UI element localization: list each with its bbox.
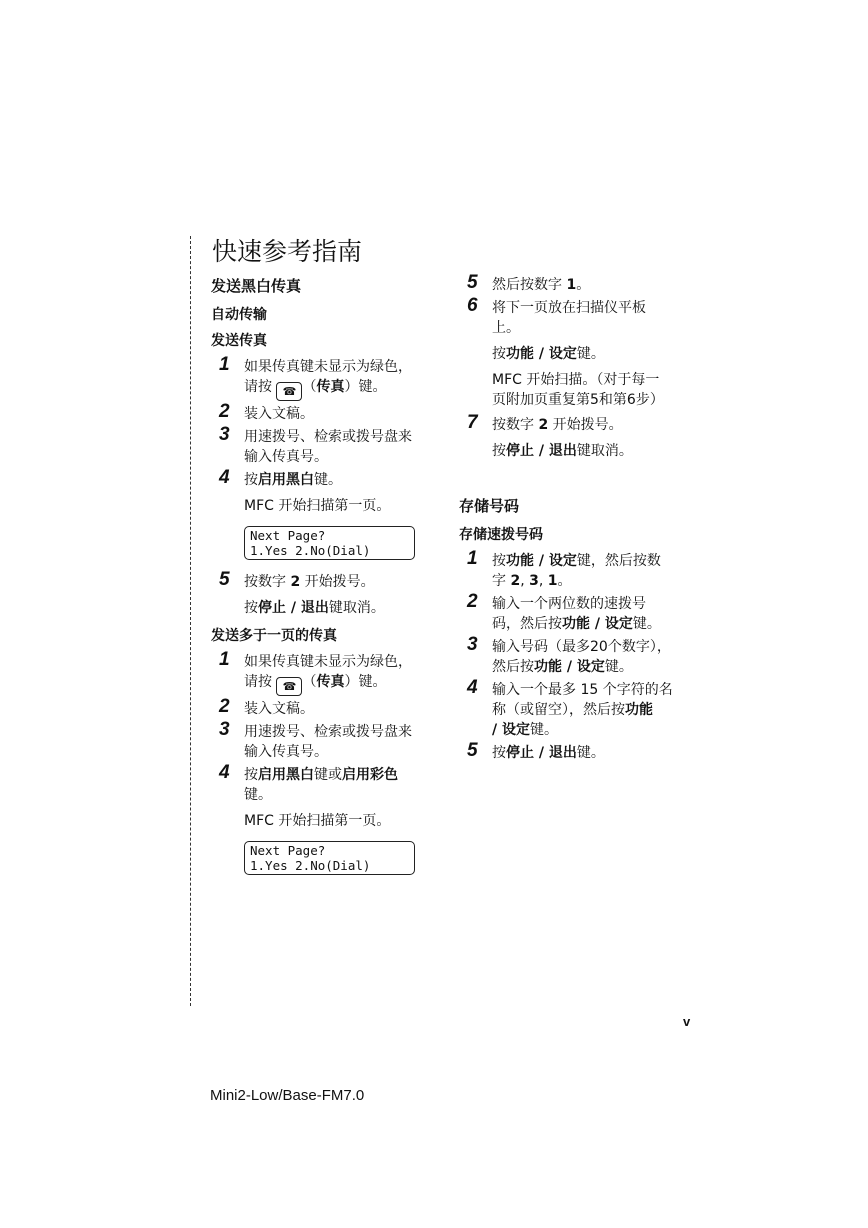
note-scan-first-b: MFC 开始扫描第一页。 [244, 813, 391, 829]
step-s4: 4 输入一个最多 15 个字符的名 称（或留空），然后按功能 / 设定键。 [467, 677, 673, 738]
step-a5: 5 按数字 2 开始拨号。 [219, 569, 375, 590]
subheading-speed-dial: 存储速拨号码 [459, 527, 543, 543]
step-b4: 4 按启用黑白键或启用彩色 键。 [219, 762, 398, 803]
step-s3: 3 输入号码（最多20个数字）， 然后按功能 / 设定键。 [467, 634, 671, 675]
step-s1: 1 按功能 / 设定键，然后按数 字 2, 3, 1。 [467, 548, 661, 589]
note-cancel-r: 按停止 / 退出键取消。 [492, 443, 633, 459]
left-column [211, 276, 449, 887]
fax-button-icon: ☎ [276, 677, 302, 696]
note-press-menu: 按功能 / 设定键。 [492, 346, 605, 362]
subheading-auto: 自动传输 [211, 307, 267, 323]
footer-text: Mini2-Low/Base-FM7.0 [210, 1087, 365, 1104]
step-a3: 3 用速拨号、检索或拨号盘来 输入传真号。 [219, 424, 412, 465]
section-title-send-bw: 发送黑白传真 [211, 277, 302, 295]
cut-line [190, 236, 191, 1006]
step-r7: 7 按数字 2 开始拨号。 [467, 412, 623, 433]
fax-button-icon: ☎ [276, 382, 302, 401]
step-a4: 4 按启用黑白键。 [219, 467, 342, 488]
step-s5: 5 按停止 / 退出键。 [467, 740, 605, 761]
lcd-display: Next Page? 1.Yes 2.No(Dial) [244, 526, 415, 560]
step-a2: 2 装入文稿。 [219, 401, 314, 422]
step-b2: 2 装入文稿。 [219, 696, 314, 717]
page-number: v [683, 1014, 691, 1029]
note-mfc-scan: MFC 开始扫描。（对于每一 页附加页重复第5和第6步） [492, 372, 664, 408]
note-scan-first: MFC 开始扫描第一页。 [244, 498, 391, 514]
step-b1: 1 如果传真键未显示为绿色， 请按 ☎ （传真）键。 [211, 652, 449, 696]
lcd-display: Next Page? 1.Yes 2.No(Dial) [244, 841, 415, 875]
subheading-send-fax: 发送传真 [211, 333, 267, 349]
page-title: 快速参考指南 [212, 237, 363, 266]
subheading-multipage: 发送多于一页的传真 [211, 628, 337, 644]
section-title-store: 存储号码 [459, 497, 520, 515]
note-cancel: 按停止 / 退出键取消。 [244, 600, 385, 616]
step-s2: 2 输入一个两位数的速拨号 码，然后按功能 / 设定键。 [467, 591, 661, 632]
step-r6: 6 将下一页放在扫描仪平板 上。 [467, 295, 646, 336]
step-a1: 1 如果传真键未显示为绿色， 请按 ☎ （传真）键。 [211, 357, 449, 401]
step-r5: 5 然后按数字 1。 [467, 272, 591, 293]
right-column [459, 272, 697, 766]
step-b3: 3 用速拨号、检索或拨号盘来 输入传真号。 [219, 719, 412, 760]
